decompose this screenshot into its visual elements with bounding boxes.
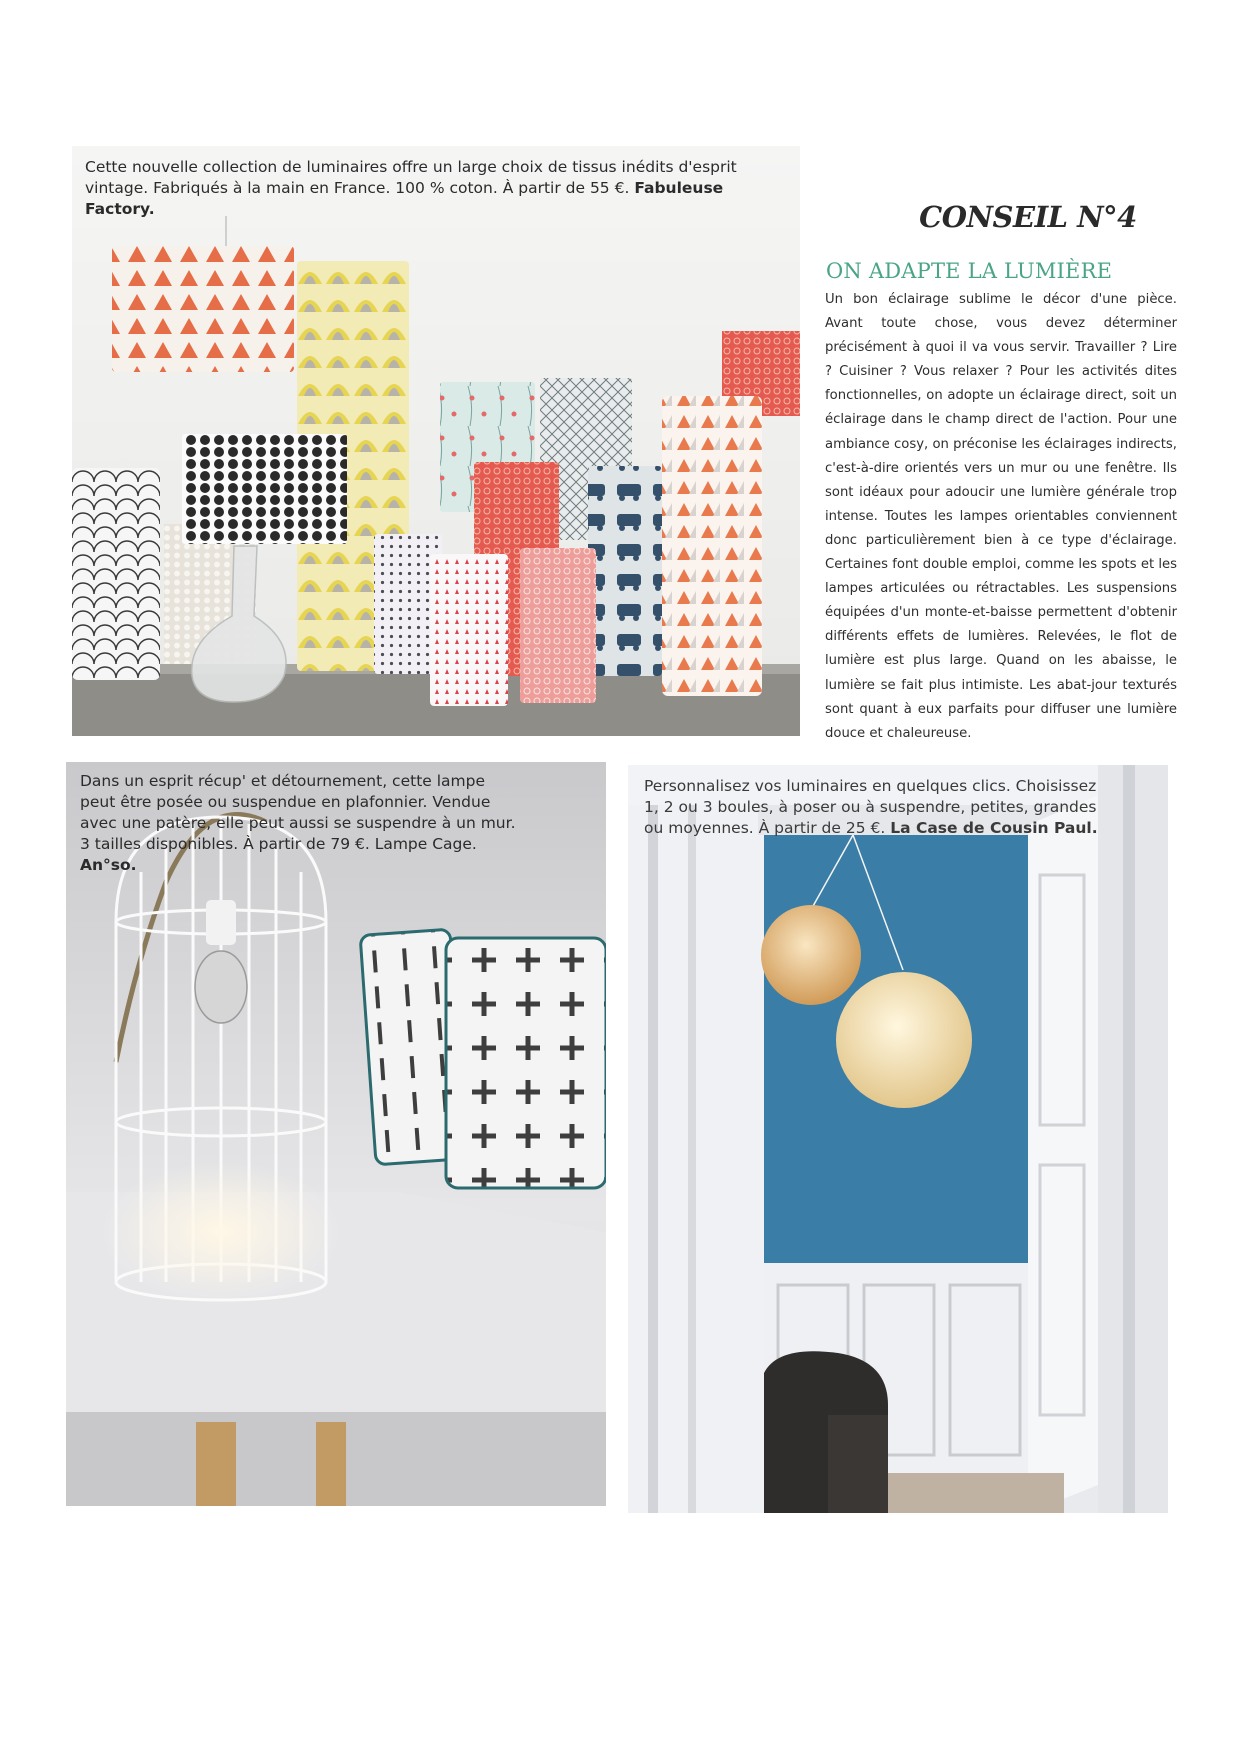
photo-caption-lampshades xyxy=(85,157,790,220)
article-body: Un bon éclairage sublime le décor d'une pièce. Avant toute chose, vous devez déterminer précisément à quoi il va vous servir. Travailler ? Lire ? Cuisiner ? Vous relaxer ? Pour les activités dites fonctionnelles, on adopte un éclairage direct, soit un éclairage dans le champ direct de l'action. Pour une ambiance cosy, on préconise les éclairages indirects, c'est-à-dire orientés vers un mur ou une fenêtre. Ils sont idéaux pour adoucir une lumière générale trop intense. Toutes les lampes orientables conviennent donc particulièrement bien à ce type d'éclairage. Certaines font double emploi, comme les spots et les lampes articulées ou rétractables. Les suspensions équipées d'un monte-et-baisse permettent d'obtenir différents effets de lumières. Relevées, le flot de lumière est plus large. Quand on les abaisse, le lumière se fait plus intimiste. Les abat-jour texturés sont quant à eux parfaits pour diffuser une lumière douce et chaleureuse. xyxy=(825,292,1177,741)
caption-text: Cette nouvelle collection de luminaires offre un large choix de tissus inédits d'esprit vintage. Fabriqués à la main en France. 100 % coton. À partir de 55 €. xyxy=(85,158,737,197)
pendant-globes-illustration xyxy=(628,765,1168,1513)
caption-brand: Fabuleuse Factory. xyxy=(85,179,724,218)
photo-caption-pendant-globes xyxy=(644,776,1104,839)
cage-lamp-photo xyxy=(66,762,606,1506)
article-title: ON ADAPTE LA LUMIÈRE xyxy=(826,259,1113,283)
lampshades-photo xyxy=(72,146,800,736)
pendant-globes-photo xyxy=(628,765,1168,1513)
lampshades-illustration xyxy=(72,146,800,736)
caption-text: Dans un esprit récup' et détournement, cette lampe peut être posée ou suspendue en plafonnier. Vendue avec une patère, elle peut aussi se suspendre à un mur. 3 tailles disponibles. À partir de 79 €. Lampe Cage. xyxy=(80,772,516,853)
caption-text: Personnalisez vos luminaires en quelques clics. Choisissez 1, 2 ou 3 boules, à poser ou à suspendre, petites, grandes ou moyennes. À partir de 25 €. xyxy=(644,777,1097,837)
article-kicker: CONSEIL N°4 xyxy=(919,200,1137,234)
caption-brand: La Case de Cousin Paul. xyxy=(890,819,1098,837)
photo-caption-cage-lamp xyxy=(80,771,520,876)
caption-brand: An°so. xyxy=(80,856,137,874)
